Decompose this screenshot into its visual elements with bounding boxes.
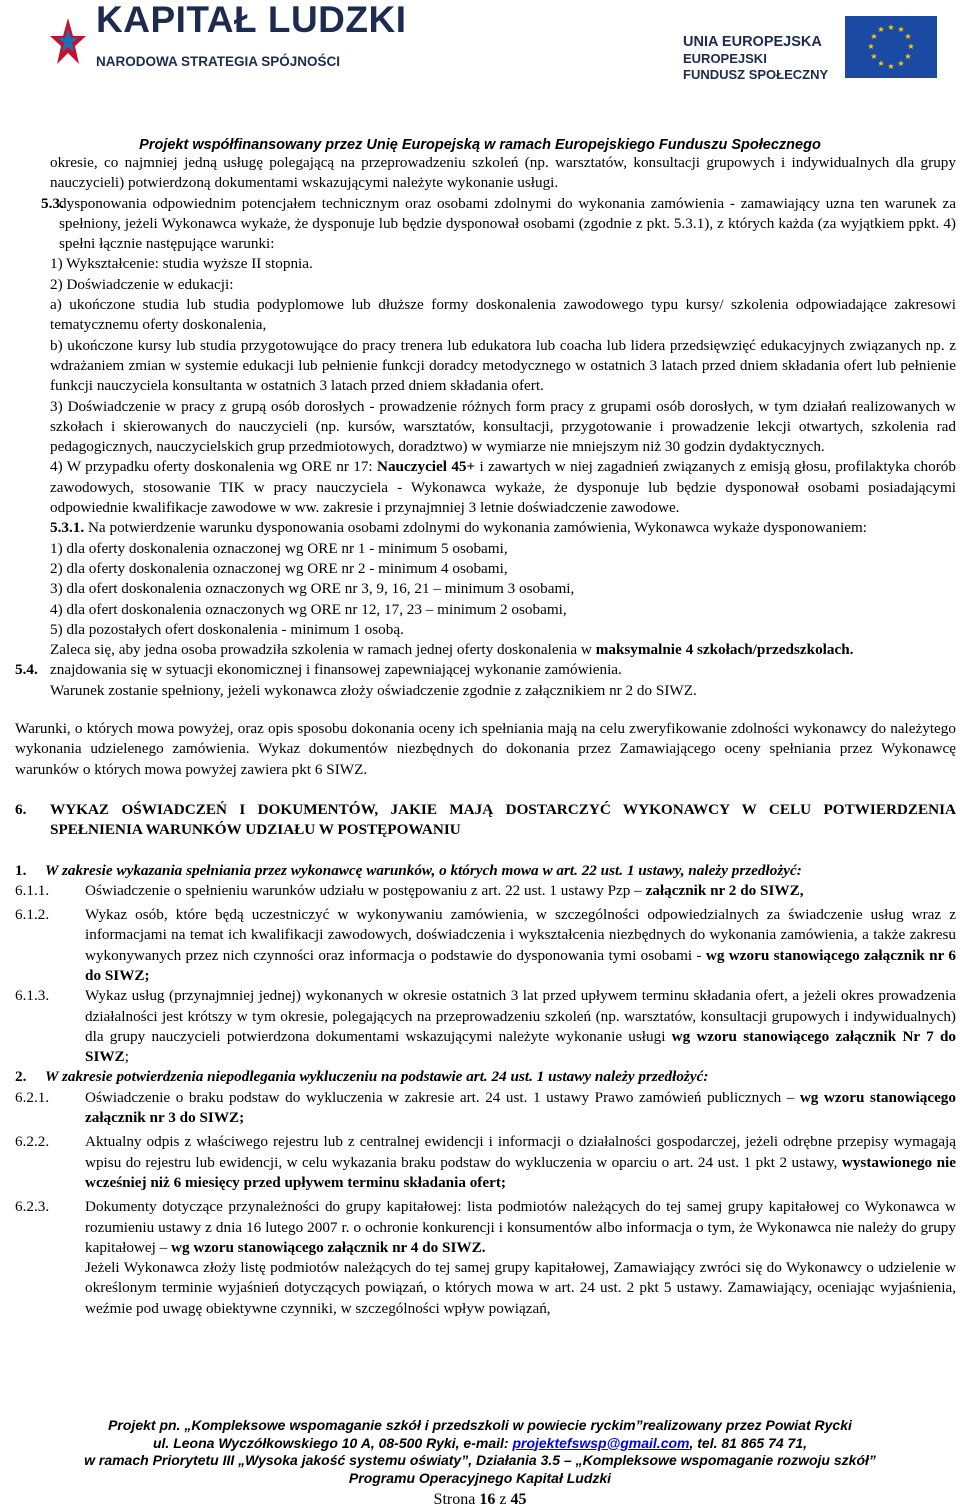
item-6-2-1 <box>15 1088 956 1129</box>
item-number: 6.2.1. <box>15 1088 50 1106</box>
section-number: 5.4. <box>15 661 38 679</box>
svg-text:★: ★ <box>870 52 878 61</box>
item-number: 6.2.3. <box>15 1198 50 1216</box>
subsection-2-heading <box>15 1067 956 1087</box>
para-okresie: okresie, co najmniej jedną usługę polegającą na przeprowadzeniu szkoleń (np. warsztatów, konsultacji grupowych i indywidualnych dla grupy nauczycieli) potwierdzoną dokumentami wskazującymi należyte wykonanie usługi. <box>50 154 956 192</box>
kapital-ludzki-star-icon <box>48 14 88 74</box>
item-6-1-3 <box>15 986 956 1067</box>
section-5-4 <box>15 660 956 701</box>
eu-line1: UNIA EUROPEJSKA <box>683 34 822 50</box>
section-6-title: WYKAZ OŚWIADCZEŃ I DOKUMENTÓW, JAKIE MAJĄ DOSTARCZYĆ WYKONAWCY W CELU POTWIERDZENIA SPEŁNIENIA WARUNKÓW UDZIAŁU W POSTĘPOWANIU <box>50 800 956 839</box>
footer-priority-line: w ramach Priorytetu III „Wysoka jakość systemu oświaty”, Działania 3.5 – „Kompleksowe wspomaganie rozwoju szkół” <box>84 1452 876 1468</box>
item-6-2-2 <box>15 1132 956 1193</box>
list-item-4: 4) dla ofert doskonalenia oznaczonych wg ORE nr 12, 17, 23 – minimum 2 osobami, <box>50 600 567 618</box>
cond-2b: b) ukończone kursy lub studia przygotowujące do pracy trenera lub edukatora lub coacha lub lidera przedsięwzięć edukacyjnych związanych np. z wdrażaniem zmian w systemie edukacji lub pełnienie funkcji doradcy metodycznego w ostatnich 3 latach przed dniem składania ofert lub pełnienie funkcji nauczyciela konsultanta w ostatnich 3 latach przed dniem składania ofert. <box>50 336 956 395</box>
section-5-3 <box>41 194 956 255</box>
cond-2a: a) ukończone studia lub studia podyplomowe lub dłuższe formy doskonalenia zawodowego typu kursy/ szkolenia odpowiadające zakresowi tematycznemu oferty doskonalenia, <box>50 296 956 334</box>
svg-text:★: ★ <box>870 32 878 41</box>
list-item-5: 5) dla pozostałych ofert doskonalenia - minimum 1 osobą. <box>50 620 404 638</box>
svg-text:★: ★ <box>904 32 912 41</box>
item-6-2-3 <box>15 1197 956 1319</box>
section-number: 6. <box>15 800 27 818</box>
cond-4: 4) W przypadku oferty doskonalenia wg ORE nr 17: Nauczyciel 45+ i zawartych w niej zagadnień związanych z emisją głosu, profilaktyka chorób zawodowych, stosowanie TIK w pracy nauczyciela - Wykonawca wykaże, że dysponuje lub będzie dysponował osobami posiadającymi odpowiednie kwalifikacje zawodowe w ww. zakresie i przynajmniej 3 letnie doświadczenie zawodowe. <box>50 458 956 517</box>
cond-1: 1) Wykształcenie: studia wyższe II stopnia. <box>50 255 313 273</box>
item-text: Oświadczenie o spełnieniu warunków udziału w postępowaniu z art. 22 ust. 1 ustawy Pzp – załącznik nr 2 do SIWZ, <box>85 881 804 899</box>
section-number: 2. <box>15 1068 27 1086</box>
section-5-3-text: dysponowania odpowiednim potencjałem technicznym oraz osobami zdolnymi do wykonania zamówienia - zamawiający uzna ten warunek za spełniony, jeżeli Wykonawca wykaże, że dysponuje lub będzie dysponował osobami (zgodnie z pkt. 5.3.1), z których każda (za wyjątkiem ppkt. 4) spełni łącznie następujące warunki: <box>59 194 956 253</box>
svg-text:★: ★ <box>897 25 905 34</box>
page-header <box>0 0 960 120</box>
kapital-ludzki-subtitle: NARODOWA STRATEGIA SPÓJNOŚCI <box>96 54 341 69</box>
section-number: 1. <box>15 861 27 879</box>
section-5-4-condition: Warunek zostanie spełniony, jeżeli wykonawca złoży oświadczenie zgodnie z załącznikiem nr 2 do SIWZ. <box>50 681 697 699</box>
item-6-1-2 <box>15 905 956 986</box>
eu-flag-icon <box>845 16 937 78</box>
svg-text:★: ★ <box>877 59 885 68</box>
email-link[interactable]: projektefswsp@gmail.com <box>512 1434 690 1451</box>
kapital-ludzki-title: KAPITAŁ LUDZKI <box>96 0 407 40</box>
list-item-2: 2) dla oferty doskonalenia oznaczonej wg ORE nr 2 - minimum 4 osobami, <box>50 559 508 577</box>
page-footer <box>0 1417 960 1487</box>
svg-text:★: ★ <box>877 25 885 34</box>
project-cofinancing-line: Projekt współfinansowany przez Unię Europejską w ramach Europejskiego Funduszu Społecznego <box>139 137 821 153</box>
item-text: Oświadczenie o braku podstaw do wykluczenia w zakresie art. 24 ust. 1 ustawy Prawo zamówień publicznych – wg wzoru stanowiącego załącznik nr 3 do SIWZ; <box>85 1088 956 1127</box>
svg-text:★: ★ <box>907 42 915 51</box>
section-5-4-text: znajdowania się w sytuacji ekonomicznej i finansowej zapewniającej wykonanie zamówienia. <box>50 661 622 679</box>
svg-text:★: ★ <box>867 42 875 51</box>
subsection-2-title: W zakresie potwierdzenia niepodlegania wykluczeniu na podstawie art. 24 ust. 1 ustawy należy przedłożyć: <box>45 1068 709 1086</box>
item-number: 6.1.2. <box>15 906 50 924</box>
list-item-3: 3) dla ofert doskonalenia oznaczonych wg ORE nr 3, 9, 16, 21 – minimum 3 osobami, <box>50 580 575 598</box>
eu-line2: EUROPEJSKI <box>683 51 767 66</box>
subsection-1-title: W zakresie wykazania spełniania przez wykonawcę warunków, o których mowa w art. 22 ust. 1 ustawy, należy przedłożyć: <box>45 861 802 879</box>
page-number: Strona 16 z 45 <box>433 1491 527 1508</box>
section-number: 5.3.1. <box>50 519 85 537</box>
svg-text:★: ★ <box>887 23 895 32</box>
cond-2: 2) Doświadczenie w edukacji: <box>50 275 234 293</box>
section-number: 5.3. <box>41 194 64 212</box>
item-text-continued: Jeżeli Wykonawca złoży listę podmiotów należących do tej samej grupy kapitałowej, Zamawiający zwróci się do Wykonawcy o udzielenie w określonym terminie wyjaśnień dotyczących powiązań, o których mowa w art. 24 ust. 2 pkt 5 ustawy. Zamawiający, oceniając wyjaśnienia, weźmie pod uwagę obiektywne czynniki, w szczególności wpływ powiązań, <box>85 1259 956 1317</box>
footer-address-line: ul. Leona Wyczółkowskiego 10 A, 08-500 Ryki, e-mail: projektefswsp@gmail.com, tel. 81 865 74 71, <box>152 1434 808 1451</box>
warunki-paragraph: Warunki, o których mowa powyżej, oraz opis sposobu dokonania oceny ich spełniania mają na celu zweryfikowanie zdolności wykonawcy do należytego wykonania udzielenego zamówienia. Wykaz dokumentów niezbędnych do dokonania przez Zamawiającego oceny spełniania przez Wykonawcę warunków o których mowa powyżej zawiera pkt 6 SIWZ. <box>15 720 956 778</box>
svg-text:★: ★ <box>904 52 912 61</box>
svg-text:★: ★ <box>897 59 905 68</box>
eu-logo-text <box>683 34 828 83</box>
footer-project-line: Projekt pn. „Kompleksowe wspomaganie szkół i przedszkoli w powiecie ryckim”realizowany przez Powiat Rycki <box>108 1417 852 1433</box>
item-number: 6.2.2. <box>15 1133 50 1151</box>
recommendation: Zaleca się, aby jedna osoba prowadziła szkolenia w ramach jednej oferty doskonalenia w maksymalnie 4 szkołach/przedszkolach. <box>50 641 854 659</box>
list-item-1: 1) dla oferty doskonalenia oznaczonej wg ORE nr 1 - minimum 5 osobami, <box>50 539 508 557</box>
svg-text:★: ★ <box>887 62 895 71</box>
item-number: 6.1.3. <box>15 987 50 1005</box>
document-body <box>15 153 957 1319</box>
item-text: Wykaz osób, które będą uczestniczyć w wykonywaniu zamówienia, w szczególności odpowiedzialnych za świadczenie usług wraz z informacjami na temat ich kwalifikacji zawodowych, doświadczenia i wykształcenia niezbędnych do wykonania zamówienia, a także zakresu wykonywanych przez nich czynności oraz informacja o podstawie do dysponowania tymi osobami - wg wzoru stanowiącego załącznik nr 6 do SIWZ; <box>85 906 957 984</box>
item-text: Dokumenty dotyczące przynależności do grupy kapitałowej: lista podmiotów należących do tej samej grupy kapitałowej co Wykonawca w rozumieniu ustawy z dnia 16 lutego 2007 r. o ochronie konkurencji i konsumentów albo informacja o tym, że Wykonawca nie należy do grupy kapitałowej – wg wzoru stanowiącego załącznik nr 4 do SIWZ. <box>85 1198 956 1256</box>
cond-3: 3) Doświadczenie w pracy z grupą osób dorosłych - prowadzenie różnych form pracy z grupami osób dorosłych, w tym działań realizowanych w szkołach i skierowanych do nauczycieli (np. kursów, warsztatów, konsultacji, przygotowanie i prowadzenie lekcji otwartych, szkolenia rad pedagogicznych, nauczycielskich grup przedmiotowych, doradztwo) w wymiarze nie mniejszym niż 30 godzin dydaktycznych. <box>50 397 956 456</box>
eu-line3: FUNDUSZ SPOŁECZNY <box>683 67 829 82</box>
section-5-3-1: 5.3.1. Na potwierdzenie warunku dysponowania osobami zdolnymi do wykonania zamówienia, Wykonawca wykaże dysponowaniem: <box>50 519 868 537</box>
item-number: 6.1.1. <box>15 881 50 899</box>
item-text: Wykaz usług (przynajmniej jednej) wykonanych w okresie ostatnich 3 lat przed upływem terminu składania ofert, a jeżeli okres prowadzenia działalności jest krótszy w tym okresie, polegających na przeprowadzeniu szkoleń (np. warsztatów, konsultacji grupowych i indywidualnych) dla grupy nauczycieli potwierdzona dokumentami wskazującymi należyte wykonanie usługi wg wzoru stanowiącego załącznik Nr 7 do SIWZ; <box>85 987 956 1066</box>
nauczyciel-45-plus: Nauczyciel 45+ <box>376 458 476 476</box>
item-6-1-1 <box>15 881 956 901</box>
section-6-heading <box>15 800 956 841</box>
item-text: Aktualny odpis z właściwego rejestru lub z centralnej ewidencji i informacji o działalności gospodarczej, jeżeli odrębne przepisy wymagają wpisu do rejestru lub ewidencji, w celu wykazania braku podstaw do wykluczenia w oparciu o art. 24 ust. 1 pkt 2 ustawy, wystawionego nie wcześniej niż 6 miesięcy przed upływem terminu składania ofert; <box>85 1133 957 1191</box>
footer-programme-line: Programu Operacyjnego Kapitał Ludzki <box>348 1469 612 1486</box>
subsection-1-heading <box>15 861 956 881</box>
